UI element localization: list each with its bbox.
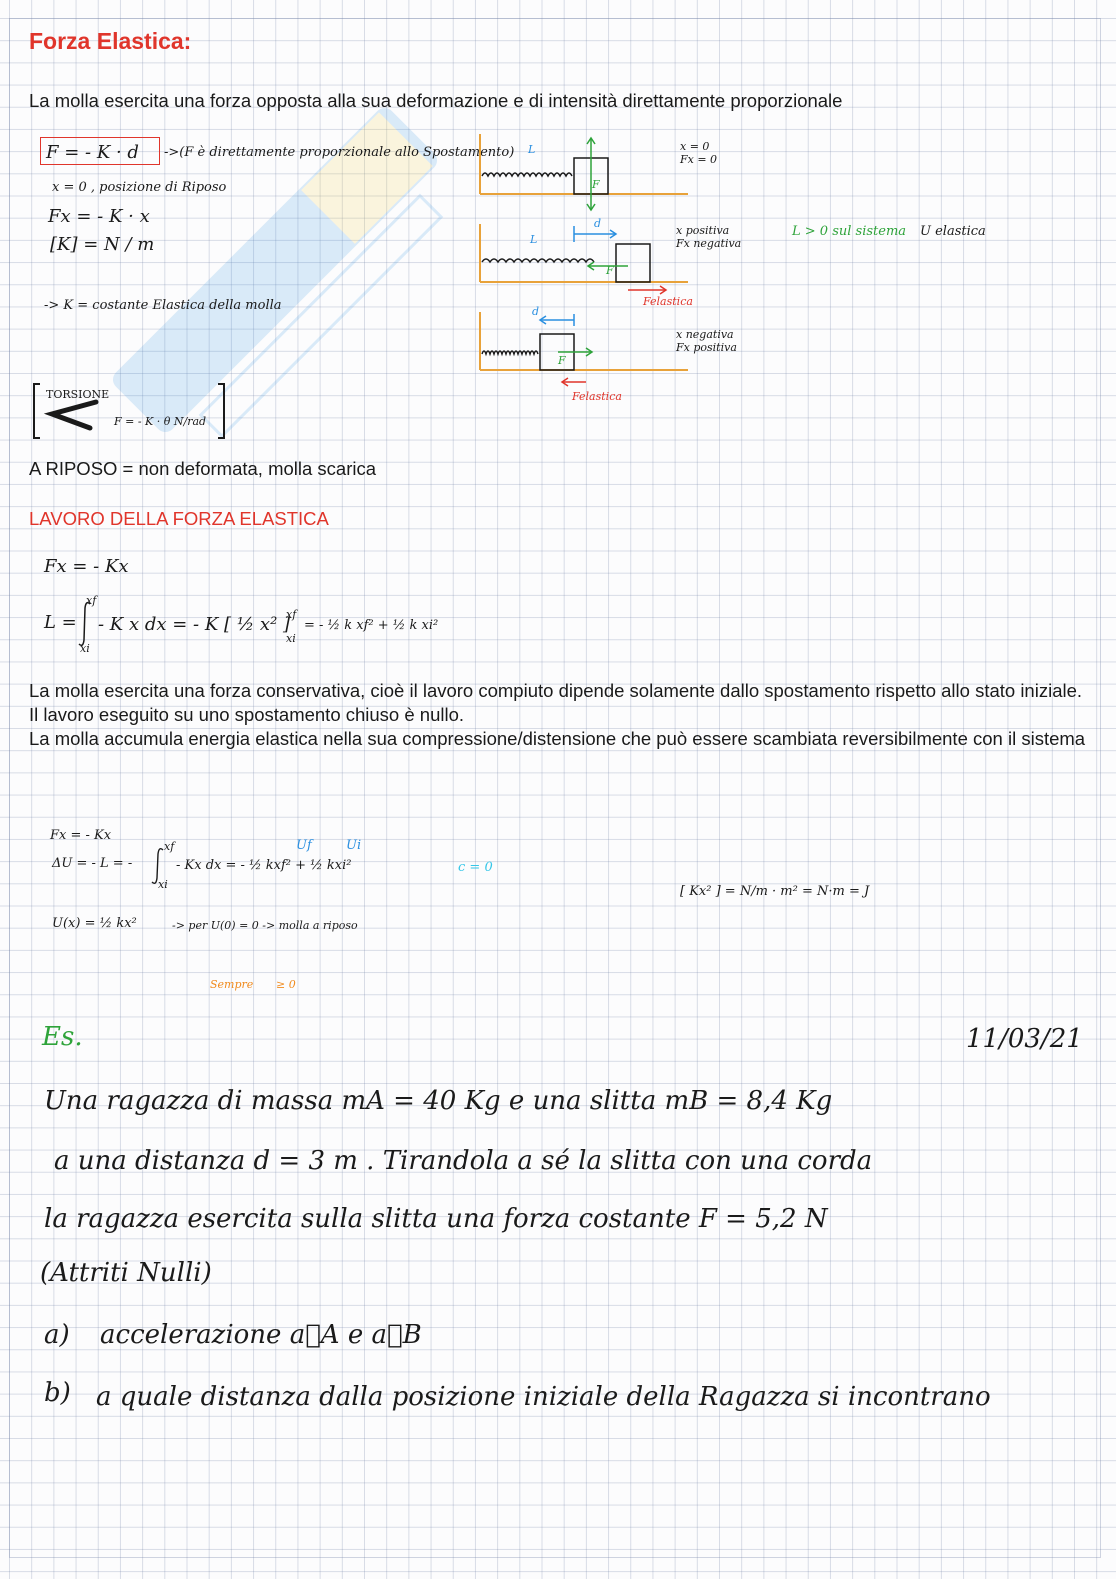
delta-u: ΔU = - L = -	[52, 856, 133, 871]
formula-note: ->(F è direttamente proporzionale allo Spostamento)	[164, 145, 515, 160]
paragraph: La molla accumula energia elastica nella sua compressione/distensione che può essere scambiata reversibilmente con il sistema	[29, 728, 1086, 749]
felastica-label-1: Felastica	[643, 295, 693, 308]
fx-zero: Fx = 0	[680, 153, 718, 166]
k-units: [K] = N / m	[50, 234, 155, 255]
torsion-label: TORSIONE	[46, 388, 110, 401]
force-label-1: F	[592, 178, 600, 191]
displacement-label: d	[594, 217, 602, 230]
length-label-2: L	[530, 233, 538, 246]
energy-lower-limit: xi	[158, 878, 168, 891]
question-b: a quale distanza dalla posizione iniziale della Ragazza si incontrano	[96, 1382, 991, 1412]
diagram-stretch-labels	[676, 224, 741, 250]
lavoro-fx: Fx = - Kx	[44, 556, 129, 577]
sempre-label: Sempre	[210, 978, 254, 991]
question-b-label: b)	[44, 1378, 71, 1408]
diagram-stretched	[480, 224, 688, 294]
diagram-rest	[480, 134, 688, 210]
exercise-label: Es.	[42, 1022, 83, 1052]
felastica-label-2: Felastica	[572, 390, 622, 403]
lavoro-header: LAVORO DELLA FORZA ELASTICA	[29, 508, 329, 529]
work-sign-note: L > 0 sul sistema	[792, 224, 907, 239]
displacement-label-3: d	[532, 305, 540, 318]
integral-sign	[76, 600, 96, 648]
k-definition: -> K = costante Elastica della molla	[44, 298, 282, 313]
spring-diagrams	[478, 134, 728, 406]
uf-label: Uf	[296, 838, 312, 853]
exercise-line-1: Una ragazza di massa mA = 40 Kg e una slitta mB = 8,4 Kg	[44, 1086, 833, 1116]
length-label-1: L	[528, 143, 536, 156]
ge-zero-label: ≥ 0	[276, 978, 296, 991]
fx-positive: Fx positiva	[676, 341, 737, 354]
question-a-label: a)	[44, 1320, 70, 1350]
fx-negative: Fx negativa	[676, 237, 742, 250]
rest-position-note: x = 0 , posizione di Riposo	[52, 180, 227, 195]
u-elastica: U elastica	[920, 224, 986, 239]
bracket-lower-limit: xi	[286, 632, 296, 645]
energy-integral-body: - Kx dx = - ½ kxf² + ½ kxi²	[176, 858, 352, 873]
page-title: Forza Elastica:	[29, 28, 192, 54]
energy-units: [ Kx² ] = N/m · m² = N·m = J	[680, 884, 870, 899]
torsion-formula: F = - K · θ N/rad	[114, 415, 207, 428]
energy-upper-limit: xf	[164, 840, 175, 853]
diagram-compressed	[480, 312, 688, 386]
exercise-line-3: la ragazza esercita sulla slitta una forza costante F = 5,2 N	[44, 1204, 828, 1234]
integral-upper-limit: xf	[86, 594, 97, 607]
c-zero: c = 0	[458, 860, 493, 875]
spring-formula: F = - K · d	[46, 142, 139, 163]
integral-lhs: L =	[44, 612, 77, 633]
integral-result: = - ½ k xf² + ½ k xi²	[304, 618, 439, 633]
force-label-3: F	[558, 354, 566, 367]
diagram-rest-labels	[680, 140, 717, 166]
integral-body: - K x dx = - K [ ½ x² ]	[98, 614, 291, 635]
x-negative: x negativa	[676, 328, 734, 341]
paragraph: Il lavoro eseguito su uno spostamento chiuso è nullo.	[29, 704, 465, 725]
exercise-line-2: a una distanza d = 3 m . Tirandola a sé la slitta con una corda	[54, 1146, 873, 1176]
exercise-date: 11/03/21	[966, 1024, 1083, 1054]
exercise-line-4: (Attriti Nulli)	[40, 1258, 212, 1288]
energy-fx: Fx = - Kx	[50, 828, 112, 843]
x-positive: x positiva	[676, 224, 730, 237]
paragraphs	[29, 679, 1089, 751]
u-of-x: U(x) = ½ kx²	[52, 916, 137, 931]
diagram-compress-labels	[676, 328, 737, 354]
bracket-upper-limit: xf	[286, 608, 297, 621]
u-of-x-note: -> per U(0) = 0 -> molla a riposo	[172, 919, 358, 932]
fx-formula: Fx = - K · x	[48, 206, 150, 227]
riposo-text: A RIPOSO = non deformata, molla scarica	[29, 458, 377, 479]
ui-label: Ui	[346, 838, 362, 853]
question-a: accelerazione a⃗A e a⃗B	[100, 1320, 422, 1350]
intro-text: La molla esercita una forza opposta alla sua deformazione e di intensità direttamente proporzionale	[29, 90, 843, 111]
force-label-2: F	[606, 264, 614, 277]
x-zero: x = 0	[680, 140, 710, 153]
integral-lower-limit: xi	[80, 642, 90, 655]
paragraph: La molla esercita una forza conservativa, cioè il lavoro compiuto dipende solamente dallo spostamento rispetto allo stato iniziale.	[29, 680, 1083, 701]
